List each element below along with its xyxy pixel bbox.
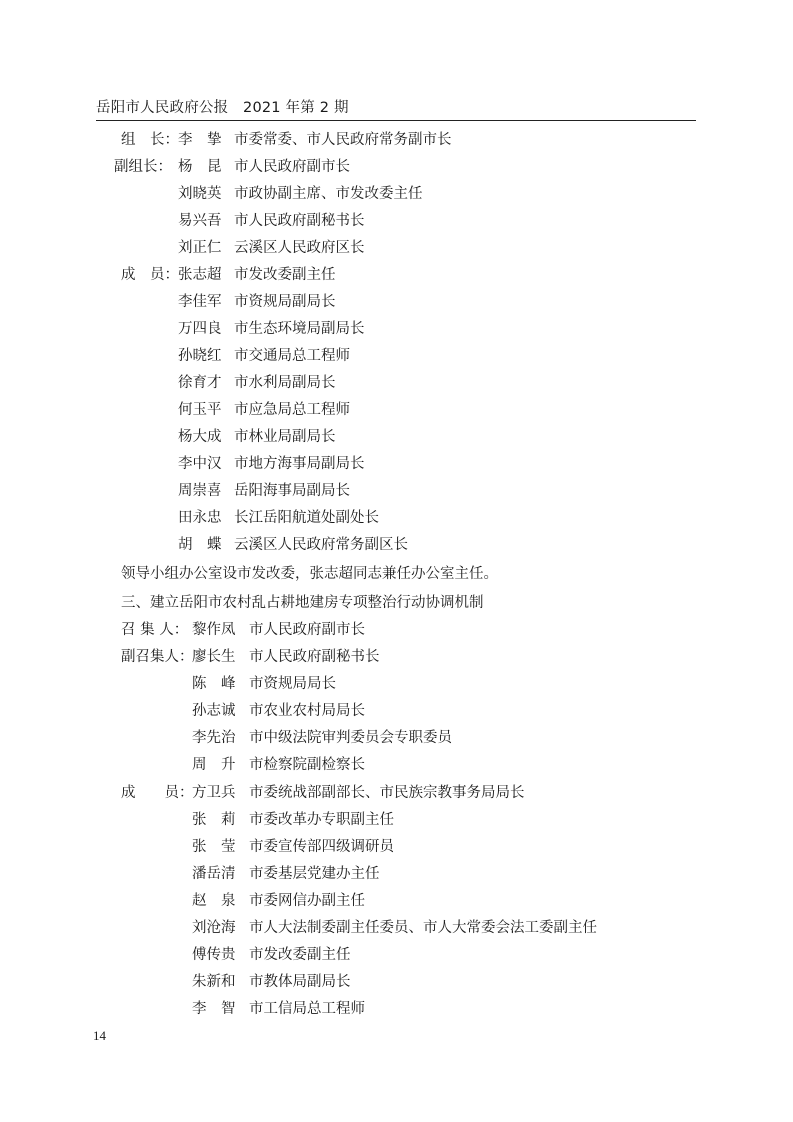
person-name: 方卫兵 bbox=[192, 785, 236, 801]
person-title: 市生态环境局副局长 bbox=[234, 321, 365, 337]
person-name: 田永忠 bbox=[178, 510, 222, 526]
person-title: 市人民政府副市长 bbox=[234, 159, 350, 175]
role-label: 副召集人： bbox=[121, 649, 194, 665]
person-name: 胡 蝶 bbox=[178, 537, 222, 553]
person-name: 李中汉 bbox=[178, 456, 222, 472]
person-name: 刘晓英 bbox=[178, 186, 222, 202]
person-name: 徐育才 bbox=[178, 375, 222, 391]
person-title: 市委改革办专职副主任 bbox=[249, 812, 394, 828]
page-number: 14 bbox=[93, 1028, 106, 1043]
person-name: 万四良 bbox=[178, 321, 222, 337]
person-name: 刘沧海 bbox=[192, 920, 236, 936]
person-title: 市发改委副主任 bbox=[234, 267, 336, 283]
role-label: 副组长： bbox=[114, 159, 172, 175]
person-title: 市发改委副主任 bbox=[249, 947, 351, 963]
person-name: 周 升 bbox=[192, 757, 236, 773]
person-title: 市中级法院审判委员会专职委员 bbox=[249, 730, 452, 746]
person-title: 云溪区人民政府常务副区长 bbox=[234, 537, 408, 553]
person-name: 孙志诚 bbox=[192, 703, 236, 719]
person-name: 赵 泉 bbox=[192, 893, 236, 909]
role-label: 成 员： bbox=[121, 785, 194, 801]
person-name: 李先治 bbox=[192, 730, 236, 746]
person-title: 市人大法制委副主任委员、市人大常委会法工委副主任 bbox=[249, 920, 597, 936]
person-title: 市委网信办副主任 bbox=[249, 893, 365, 909]
person-title: 市委统战部副部长、市民族宗教事务局局长 bbox=[249, 785, 525, 801]
person-title: 市农业农村局局长 bbox=[249, 703, 365, 719]
person-name: 廖长生 bbox=[192, 649, 236, 665]
person-name: 张 莹 bbox=[192, 839, 236, 855]
person-name: 杨大成 bbox=[178, 429, 222, 445]
person-name: 李佳军 bbox=[178, 294, 222, 310]
section-heading: 三、建立岳阳市农村乱占耕地建房专项整治行动协调机制 bbox=[121, 595, 484, 611]
person-title: 岳阳海事局副局长 bbox=[234, 483, 350, 499]
person-title: 市检察院副检察长 bbox=[249, 757, 365, 773]
person-title: 云溪区人民政府区长 bbox=[234, 240, 365, 256]
office-note: 领导小组办公室设市发改委，张志超同志兼任办公室主任。 bbox=[121, 566, 498, 582]
person-title: 市林业局副局长 bbox=[234, 429, 336, 445]
person-title: 市水利局副局长 bbox=[234, 375, 336, 391]
person-title: 市资规局副局长 bbox=[234, 294, 336, 310]
person-name: 刘正仁 bbox=[178, 240, 222, 256]
person-title: 市人民政府副市长 bbox=[249, 622, 365, 638]
person-name: 周崇喜 bbox=[178, 483, 222, 499]
person-name: 孙晓红 bbox=[178, 348, 222, 364]
person-title: 市交通局总工程师 bbox=[234, 348, 350, 364]
person-title: 市委宣传部四级调研员 bbox=[249, 839, 394, 855]
person-title: 市应急局总工程师 bbox=[234, 402, 350, 418]
person-name: 陈 峰 bbox=[192, 676, 236, 692]
person-name: 朱新和 bbox=[192, 974, 236, 990]
person-name: 黎作凤 bbox=[192, 622, 236, 638]
person-name: 傅传贵 bbox=[192, 947, 236, 963]
role-label: 召 集 人： bbox=[121, 622, 189, 638]
person-name: 李 智 bbox=[192, 1001, 236, 1017]
person-title: 市委基层党建办主任 bbox=[249, 866, 380, 882]
person-name: 易兴吾 bbox=[178, 213, 222, 229]
person-title: 市地方海事局副局长 bbox=[234, 456, 365, 472]
person-name: 张 莉 bbox=[192, 812, 236, 828]
person-title: 市工信局总工程师 bbox=[249, 1001, 365, 1017]
role-label: 组 长： bbox=[121, 132, 179, 148]
person-name: 李 挚 bbox=[178, 132, 222, 148]
person-title: 市人民政府副秘书长 bbox=[234, 213, 365, 229]
person-title: 市人民政府副秘书长 bbox=[249, 649, 380, 665]
person-title: 市资规局局长 bbox=[249, 676, 336, 692]
person-title: 市教体局副局长 bbox=[249, 974, 351, 990]
person-title: 市委常委、市人民政府常务副市长 bbox=[234, 132, 452, 148]
person-name: 潘岳清 bbox=[192, 866, 236, 882]
person-name: 杨 昆 bbox=[178, 159, 222, 175]
role-label: 成 员： bbox=[121, 267, 179, 283]
person-name: 何玉平 bbox=[178, 402, 222, 418]
person-title: 市政协副主席、市发改委主任 bbox=[234, 186, 423, 202]
person-name: 张志超 bbox=[178, 267, 222, 283]
person-title: 长江岳阳航道处副处长 bbox=[234, 510, 379, 526]
header-publication: 岳阳市人民政府公报 2021 年第 2 期 bbox=[96, 100, 349, 116]
